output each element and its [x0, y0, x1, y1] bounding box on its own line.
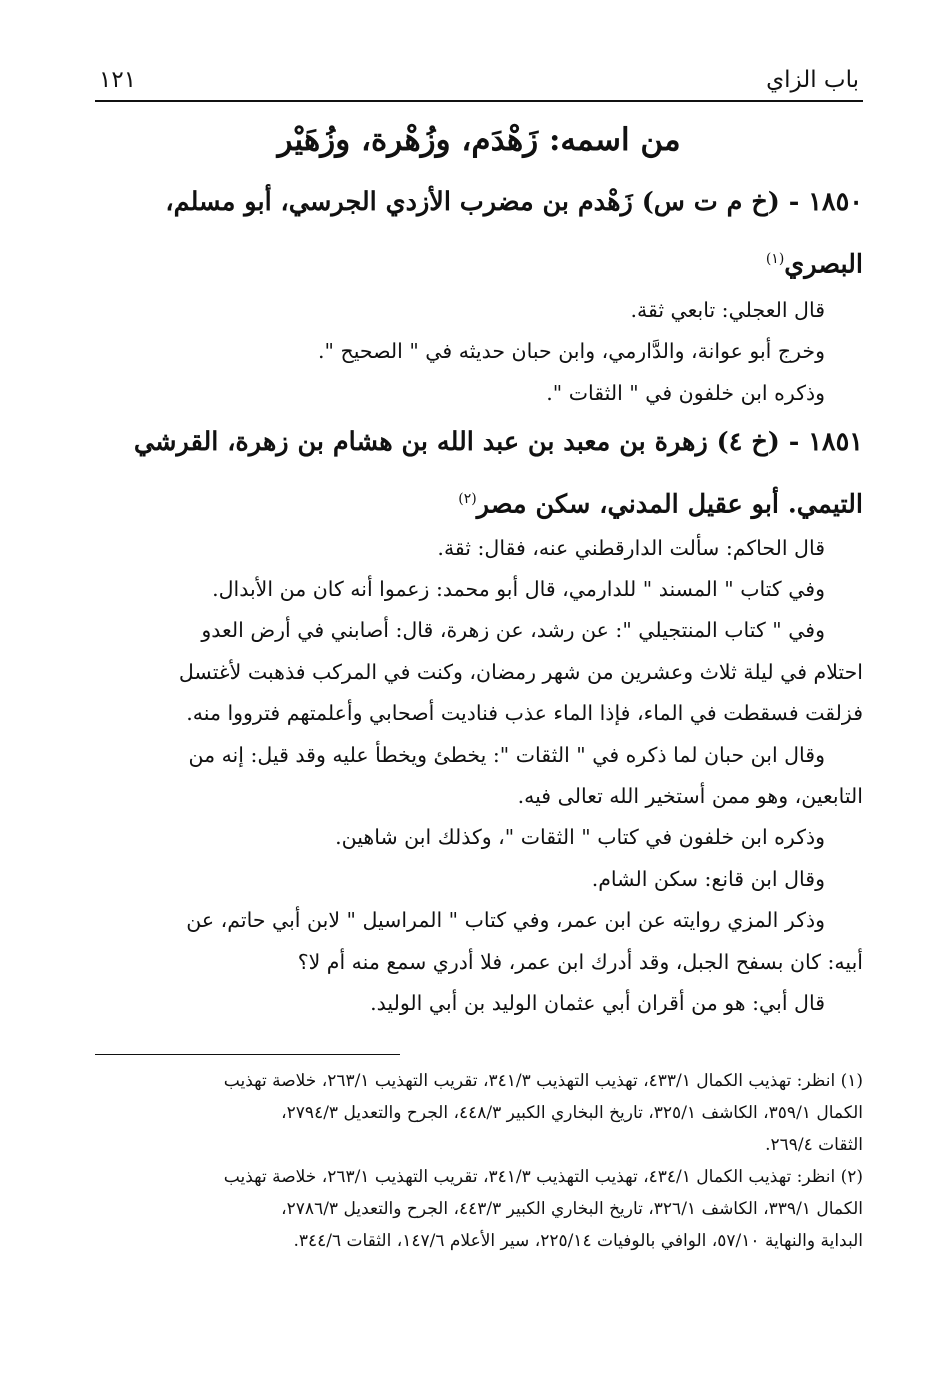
footnote-line: الثقات ٢٦٩/٤.	[765, 1135, 863, 1156]
entry-heading-line: ١٨٥١ - (خ ٤) زهرة بن معبد بن عبد الله بن هشام بن زهرة، القرشي	[133, 427, 863, 458]
entry-text-line: وذكره ابن خلفون في " الثقات ".	[546, 380, 825, 405]
running-head	[95, 52, 863, 102]
footnotes	[95, 1065, 863, 1257]
footnote-line: الكمال ٣٥٩/١، الكاشف ٣٢٥/١، تاريخ البخاري الكبير ٤٤٨/٣، الجرح والتعديل ٢٧٩٤/٣،	[281, 1103, 863, 1124]
entry-heading-line	[95, 471, 863, 534]
chapter-title: باب الزاي	[766, 67, 859, 93]
entry-text-line: وذكر المزي روايته عن ابن عمر، وفي كتاب " المراسيل " لابن أبي حاتم، عن	[186, 908, 825, 933]
footnote-marker: (١)	[765, 251, 785, 268]
entry-text-line: وذكره ابن خلفون في كتاب " الثقات "، وكذلك ابن شاهين.	[335, 825, 825, 850]
footnote-line: (٢) انظر: تهذيب الكمال ٤٣٤/١، تهذيب التهذيب ٣٤١/٣، تقريب التهذيب ٢٦٣/١، خلاصة تهذيب	[223, 1167, 863, 1188]
entry-heading-text: البصري	[784, 249, 863, 280]
entry-text-line: فزلقت فسقطت في الماء، فإذا الماء عذب فناديت أصحابي وأعلمتهم فترووا منه.	[186, 701, 863, 726]
footnote-line: البداية والنهاية ٥٧/١٠، الوافي بالوفيات ٢٢٥/١٤، سير الأعلام ١٤٧/٦، الثقات ٣٤٤/٦.	[293, 1231, 863, 1252]
entry-text-line: وقال ابن قانع: سكن الشام.	[591, 866, 825, 891]
footnote-rule	[95, 1054, 400, 1055]
entry-heading-line	[95, 231, 863, 294]
entry-text-line: احتلام في ليلة ثلاث وعشرين من شهر رمضان، وكنت في المركب فذهبت لأغتسل	[178, 659, 863, 684]
entry-heading-text: التيمي. أبو عقيل المدني، سكن مصر	[476, 489, 863, 520]
footnote-separator	[95, 1054, 863, 1055]
page-number: ١٢١	[99, 67, 137, 93]
entry-text-line: قال العجلي: تابعي ثقة.	[630, 297, 825, 322]
footnote	[95, 1161, 863, 1257]
entry-text-line: وقال ابن حبان لما ذكره في " الثقات ": يخطئ ويخطأ عليه وقد قيل: إنه من	[188, 742, 825, 767]
entry-text-line: وفي كتاب " المسند " للدارمي، قال أبو محمد: زعموا أنه كان من الأبدال.	[212, 576, 825, 601]
section-title: من اسمه: زَهْدَم، وزُهْرة، وزُهَيْر	[277, 122, 681, 158]
biography-entry	[95, 174, 863, 414]
footnote-marker: (٢)	[458, 491, 477, 508]
entry-text-line: التابعين، وهو ممن أستخير الله تعالى فيه.	[517, 783, 863, 808]
biography-entry	[95, 414, 863, 1024]
footnote-line: الكمال ٣٣٩/١، الكاشف ٣٢٦/١، تاريخ البخاري الكبير ٤٤٣/٣، الجرح والتعديل ٢٧٨٦/٣،	[281, 1199, 863, 1220]
entry-text-line: وفي " كتاب المنتجيلي ": عن رشد، عن زهرة، قال: أصابني في أرض العدو	[201, 618, 825, 643]
book-page	[95, 52, 863, 1342]
entry-text-line: أبيه: كان بسفح الجبل، وقد أدرك ابن عمر، فلا أدري سمع منه أم لا؟	[297, 949, 863, 974]
entry-heading-line: ١٨٥٠ - (خ م ت س) زَهْدم بن مضرب الأزدي الجرسي، أبو مسلم،	[165, 187, 863, 218]
entry-text-line: قال الحاكم: سألت الدارقطني عنه، فقال: ثقة.	[437, 535, 825, 560]
entry-text-line: قال أبي: هو من أقران أبي عثمان الوليد بن أبي الوليد.	[370, 990, 825, 1015]
footnote	[95, 1065, 863, 1161]
footnote-line: (١) انظر: تهذيب الكمال ٤٣٣/١، تهذيب التهذيب ٣٤١/٣، تقريب التهذيب ٢٦٣/١، خلاصة تهذيب	[223, 1071, 863, 1092]
entry-text-line: وخرج أبو عوانة، والدَّارمي، وابن حبان حديثه في " الصحيح ".	[318, 339, 825, 364]
